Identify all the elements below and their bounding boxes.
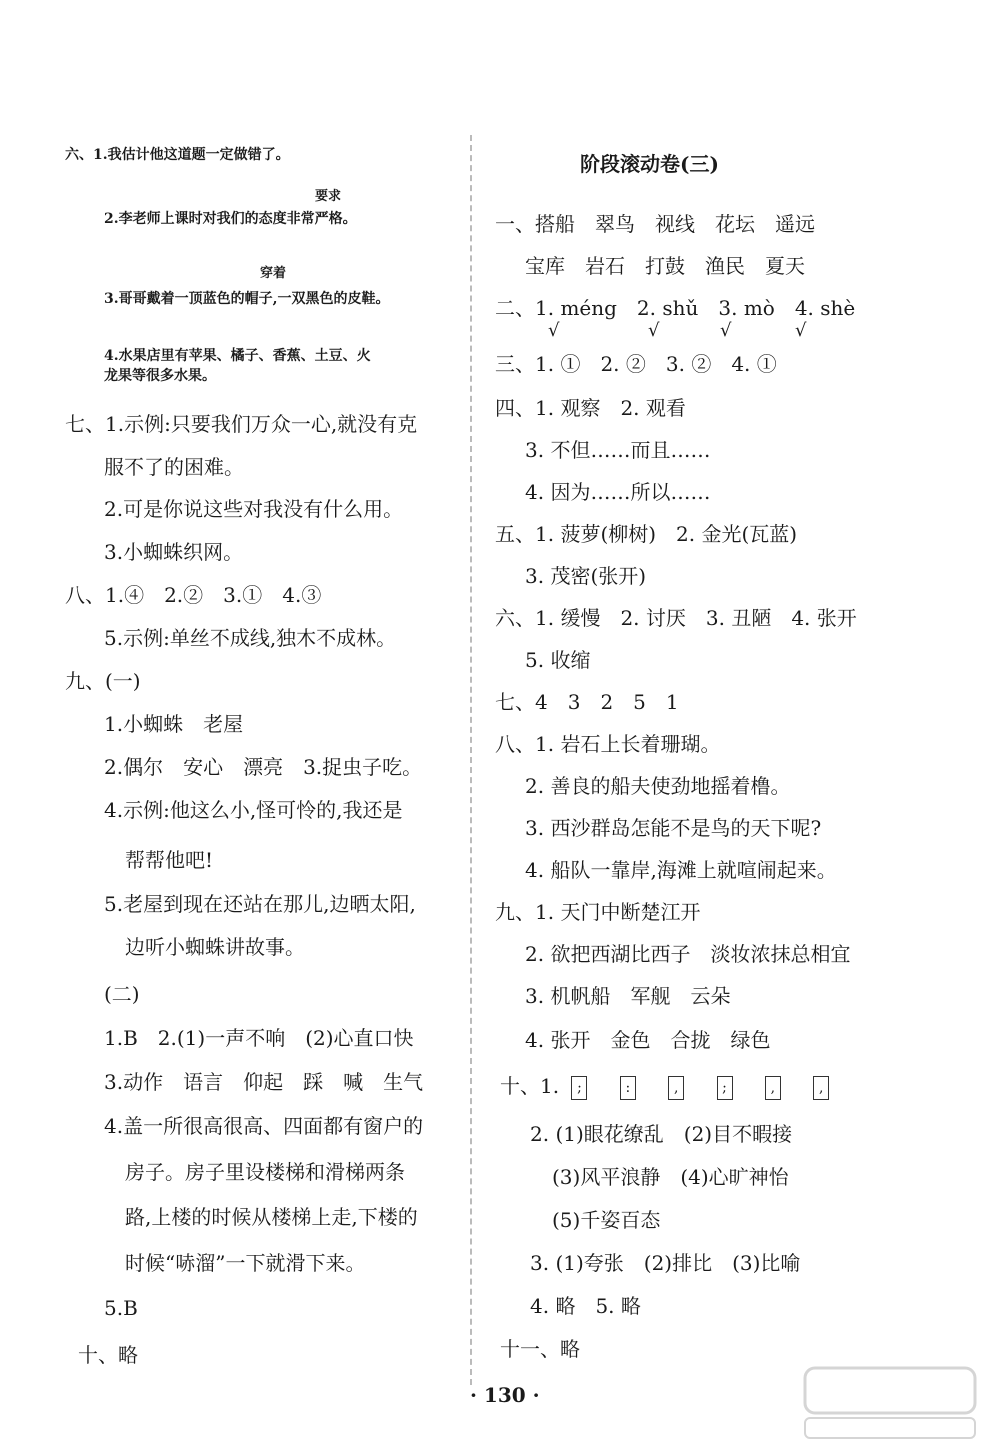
- right-ten-2c: (5)千姿百态: [552, 1208, 661, 1232]
- left-nine-1: 1.小蜘蛛 老屋: [104, 712, 244, 736]
- section-title: 阶段滚动卷(三): [580, 152, 719, 176]
- left-eight-1: 八、1.④ 2.② 3.① 4.③: [65, 583, 322, 607]
- right-ten-4: 4. 略 5. 略: [530, 1294, 641, 1318]
- check-mark-3: √: [720, 320, 732, 341]
- left-six-4b: 龙果等很多水果。: [104, 368, 216, 384]
- right-nine-2: 2. 欲把西湖比西子 淡妆浓抹总相宜: [525, 942, 851, 966]
- punct-box-1: ;: [571, 1076, 587, 1100]
- check-mark-1: √: [548, 320, 560, 341]
- left-part2-head: (二): [104, 982, 140, 1006]
- right-ten-2b: (3)风平浪静 (4)心旷神怡: [552, 1165, 789, 1189]
- right-four-3: 3. 不但……而且……: [525, 438, 711, 462]
- left-nine-4a: 4.示例:他这么小,怪可怜的,我还是: [104, 798, 403, 822]
- punct-box-3: ,: [668, 1076, 684, 1100]
- left-eight-5: 5.示例:单丝不成线,独木不成林。: [104, 626, 397, 650]
- right-five-3: 3. 茂密(张开): [525, 564, 647, 588]
- left-six-4a: 4.水果店里有苹果、橘子、香蕉、土豆、火: [104, 348, 371, 364]
- right-five-1: 五、1. 菠萝(柳树) 2. 金光(瓦蓝): [495, 522, 798, 546]
- column-divider: [470, 135, 472, 1385]
- left-nine-5b: 边听小蜘蛛讲故事。: [125, 935, 305, 959]
- right-ten-3: 3. (1)夸张 (2)排比 (3)比喻: [530, 1251, 801, 1275]
- right-nine-1: 九、1. 天门中断楚江开: [495, 900, 701, 924]
- left-seven-3: 3.小蜘蛛织网。: [104, 540, 244, 564]
- right-six-5: 5. 收缩: [525, 648, 591, 672]
- left-six-2: 2.李老师上课时对我们的态度非常严格。: [104, 211, 357, 227]
- right-one-b: 宝库 岩石 打鼓 渔民 夏天: [525, 254, 805, 278]
- left-six-2-annot: 要求: [315, 189, 342, 204]
- left-p2-4c: 路,上楼的时候从楼梯上走,下楼的: [125, 1205, 418, 1229]
- right-eight-1: 八、1. 岩石上长着珊瑚。: [495, 732, 721, 756]
- right-eight-4: 4. 船队一靠岸,海滩上就喧闹起来。: [525, 858, 837, 882]
- check-mark-4: √: [795, 320, 807, 341]
- left-six-3-annot: 穿着: [260, 266, 287, 281]
- right-three: 三、1. ① 2. ② 3. ② 4. ①: [495, 352, 777, 376]
- left-p2-4a: 4.盖一所很高很高、四面都有窗户的: [104, 1114, 424, 1138]
- left-six-3: 3.哥哥戴着一顶蓝色的帽子,一双黑色的皮鞋。: [104, 291, 390, 307]
- punct-box-6: ,: [813, 1076, 829, 1100]
- right-eleven: 十一、略: [500, 1337, 580, 1361]
- left-seven-1a: 七、1.示例:只要我们万众一心,就没有克: [65, 412, 418, 436]
- right-four-1: 四、1. 观察 2. 观看: [495, 396, 686, 420]
- watermark-logo-icon: [800, 1363, 980, 1443]
- right-six-1: 六、1. 缓慢 2. 讨厌 3. 丑陋 4. 张开: [495, 606, 857, 630]
- left-p2-4b: 房子。房子里设楼梯和滑梯两条: [125, 1160, 405, 1184]
- right-eight-3: 3. 西沙群岛怎能不是鸟的天下呢?: [525, 816, 822, 840]
- left-nine-5a: 5.老屋到现在还站在那儿,边晒太阳,: [104, 892, 416, 916]
- left-nine-head: 九、(一): [65, 669, 141, 693]
- right-one-a: 一、搭船 翠鸟 视线 花坛 遥远: [495, 212, 815, 236]
- left-p2-1: 1.B 2.(1)一声不响 (2)心直口快: [104, 1026, 414, 1050]
- punct-box-2: :: [620, 1076, 636, 1100]
- right-nine-4: 4. 张开 金色 合拢 绿色: [525, 1028, 771, 1052]
- right-ten-1-label: 十、1.: [500, 1074, 560, 1098]
- left-ten: 十、略: [78, 1343, 138, 1367]
- left-p2-4d: 时候“哧溜”一下就滑下来。: [125, 1251, 366, 1275]
- left-nine-4b: 帮帮他吧!: [125, 848, 214, 872]
- punct-box-5: ,: [765, 1076, 781, 1100]
- page-number: · 130 ·: [470, 1383, 540, 1407]
- right-seven: 七、4 3 2 5 1: [495, 690, 679, 714]
- right-two: 二、1. méng 2. shǔ 3. mò 4. shè: [495, 296, 856, 320]
- punct-box-4: ;: [717, 1076, 733, 1100]
- check-mark-2: √: [648, 320, 660, 341]
- left-nine-2: 2.偶尔 安心 漂亮 3.捉虫子吃。: [104, 755, 423, 779]
- right-four-4: 4. 因为……所以……: [525, 480, 711, 504]
- right-eight-2: 2. 善良的船夫使劲地摇着橹。: [525, 774, 791, 798]
- left-p2-3: 3.动作 语言 仰起 踩 喊 生气: [104, 1070, 424, 1094]
- left-p2-5: 5.B: [104, 1296, 138, 1320]
- left-seven-2: 2.可是你说这些对我没有什么用。: [104, 497, 404, 521]
- right-nine-3: 3. 机帆船 军舰 云朵: [525, 984, 731, 1008]
- left-seven-1b: 服不了的困难。: [104, 455, 244, 479]
- right-ten-2a: 2. (1)眼花缭乱 (2)目不暇接: [530, 1122, 793, 1146]
- right-ten-1: [500, 1074, 855, 1100]
- left-six-1: 六、1.我估计他这道题一定做错了。: [65, 147, 290, 163]
